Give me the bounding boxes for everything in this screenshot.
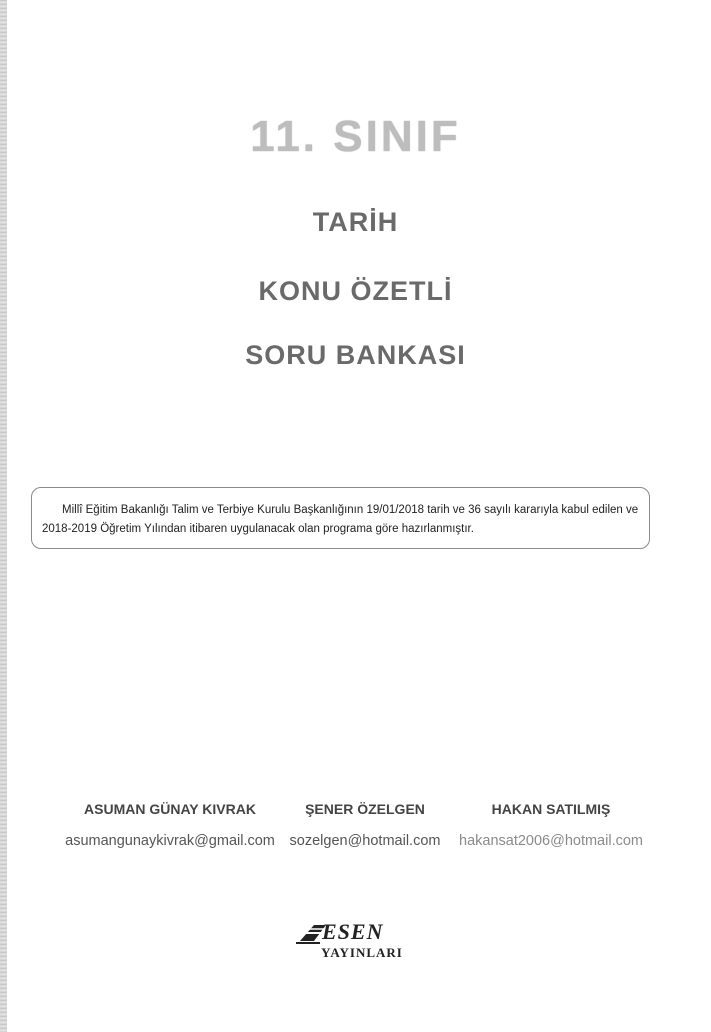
author-name: ŞENER ÖZELGEN — [305, 801, 425, 817]
notice-text: Millî Eğitim Bakanlığı Talim ve Terbiye Kurulu Başkanlığının 19/01/2018 tarih ve 36 sayılı kararıyla kabul edilen ve 2018-2019 Öğretim Yılından itibaren uygulanacak olan programa göre hazırlanmıştır. — [42, 504, 639, 535]
subject-title: TARİH — [312, 207, 399, 237]
authors — [0, 801, 711, 861]
grade-title: 11. SINIF — [250, 112, 461, 161]
author-email: sozelgen@hotmail.com — [289, 833, 441, 849]
author-1 — [40, 801, 300, 849]
subtitle-line-1: KONU ÖZETLİ — [258, 276, 453, 306]
author-email: asumangunaykivrak@gmail.com — [65, 833, 275, 849]
author-email: hakansat2006@hotmail.com — [459, 833, 643, 849]
author-name: HAKAN SATILMIŞ — [491, 801, 611, 817]
publisher-logo — [296, 921, 420, 963]
publisher-name: ESEN — [322, 919, 384, 944]
curriculum-notice — [31, 487, 650, 549]
author-3 — [450, 801, 652, 849]
author-name: ASUMAN GÜNAY KIVRAK — [84, 801, 256, 817]
publisher-sub: YAYINLARI — [321, 945, 403, 960]
subtitle-line-2: SORU BANKASI — [245, 340, 466, 370]
author-2 — [280, 801, 450, 849]
